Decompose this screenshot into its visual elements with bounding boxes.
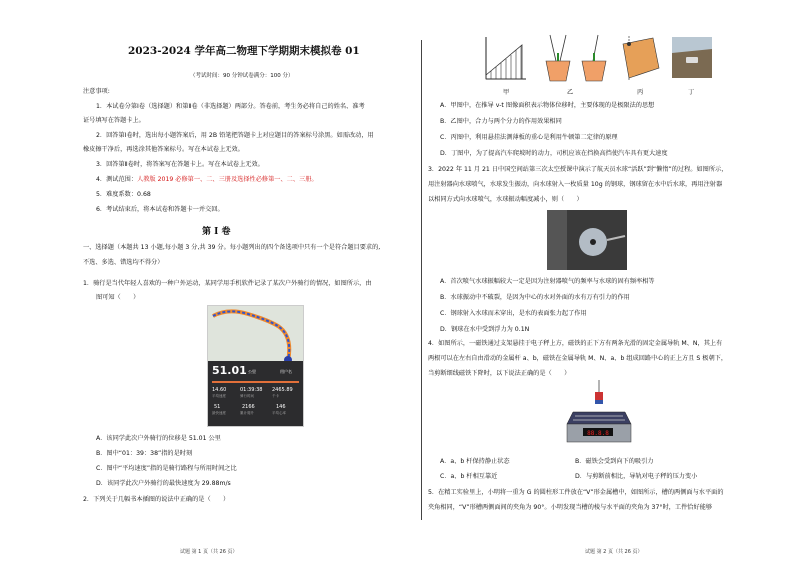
note-4	[96, 176, 318, 184]
part1-line2: 不选、多选、错选均不得分）	[83, 259, 164, 266]
section-title: 第 I 卷	[202, 227, 231, 237]
water-ball-graphic	[547, 210, 627, 270]
note-2a: 2．回答第Ⅰ卷时，选出每小题答案后，用 2B 铅笔把答题卡上对应题目的答案标号涂黑。如需改动，用	[96, 132, 374, 139]
figure-bing-hanging-plate	[615, 34, 663, 82]
car-photo	[672, 37, 712, 78]
note-3: 3．回答第Ⅱ卷时，将答案写在答题卡上。写在本试卷上无效。	[96, 161, 264, 168]
stat-ride-time: 01:39:38	[240, 387, 263, 393]
q3-stem-1: 3．2022 年 11 月 21 日中国空间站第三次太空授课中演示了航天员水球“活跃”到“懒惰”的过程。如图所示，	[428, 166, 728, 173]
note-4-prefix: 4．测试范围：	[96, 176, 138, 183]
page-title: 2023-2024 学年高二物理下学期期末模拟卷 01	[128, 45, 360, 57]
part1-line1: 一、选择题（本题共 13 小题,每小题 3 分,共 39 分。每小题列出的四个备选项中只有一个是符合题目要求的,	[83, 244, 381, 251]
figure-yi-force-pots	[538, 33, 610, 85]
figure-jia-vt-graph	[482, 35, 528, 83]
stat-heart-rate: 146	[276, 404, 286, 410]
note-1b: 证号填写在答题卡上。	[83, 117, 145, 124]
user-name: 用户名	[280, 369, 292, 374]
note-6: 6．考试结束后，将本试卷和答题卡一并交回。	[96, 206, 224, 213]
exam-subtitle: （考试时间：90 分钟试卷满分：100 分）	[190, 73, 294, 79]
figure-label-bing: 丙	[637, 89, 644, 96]
q1-stem-2: 图可知（ ）	[96, 294, 140, 301]
q3-stem-3: 以相同方式向水球喷气，水球振动幅度减小，则（ ）	[428, 196, 583, 203]
footer-left: 试题 第 1 页（共 26 页）	[180, 549, 238, 555]
figure-label-yi: 乙	[567, 89, 574, 96]
footer-right: 试题 第 2 页（共 26 页）	[585, 549, 643, 555]
q2-option-b: B．乙图中，合力与两个分力的作用效果相同	[440, 118, 562, 125]
note-1a: 1．本试卷分第Ⅰ卷（选择题）和第Ⅱ卷（非选择题）两部分。答卷前，考生务必将自己的姓名、准考	[96, 103, 365, 110]
q4-stem-2: 两根可以在左右自由滑动的金属杆 a、b，磁铁在金属导轨 M、N、a、b 组成回路中心的正上方且 S 极朝下，	[428, 355, 728, 362]
q1-option-c: C．图中“平均速度”指的是骑行路程与所用时间之比	[96, 465, 237, 472]
q2-option-c: C．丙图中，利用悬挂法测薄板的重心是利用牛顿第二定律的原理	[440, 134, 618, 141]
label-ride-time: 骑行时间	[240, 394, 254, 398]
q4-option-c: C．a、b 杆相互靠近	[440, 473, 498, 480]
q5-stem-2: 夹角相同，“V”形槽两侧面间的夹角为 90°。小明发现当槽的棱与水平面的夹角为 37°时，工件恰好能够	[428, 504, 713, 511]
q1-option-b: B．图中“01：39：38”指的是时刻	[96, 450, 193, 457]
electronic-scale-figure	[565, 378, 633, 448]
figure-label-ding: 丁	[688, 89, 695, 96]
q5-stem-1: 5．在精工实验里上，小明将一重为 G 的圆柱形工件放在“V”形金属槽中，如图所示，槽的两侧面与水平面的	[428, 489, 724, 496]
q2-stem: 2．下列关于几幅书本插图的说法中正确的是（ ）	[83, 496, 230, 503]
stat-avg-speed: 14.60	[212, 387, 227, 393]
q4-option-a: A．a、b 杆保持静止状态	[440, 458, 510, 465]
q4-option-b: B．磁铁会受到向下的吸引力	[575, 458, 654, 465]
stats-panel	[208, 361, 303, 426]
label-max-speed: 最快速度	[212, 411, 226, 415]
route-map	[208, 306, 303, 364]
label-climb: 累计爬升	[240, 411, 254, 415]
progress-line	[212, 381, 299, 383]
column-divider	[421, 40, 422, 520]
stat-climb: 2166	[242, 404, 255, 410]
q1-option-a: A．该同学此次户外骑行的位移是 51.01 公里	[96, 435, 221, 442]
q2-option-a: A．甲图中，在推导 v-t 图像面积表示物体位移时，主要体现的是极限法的思想	[440, 102, 655, 109]
q3-option-a: A．首次喷气水球振幅较大一定是因为注射器喷气的频率与水球的固有频率相等	[440, 278, 655, 285]
distance-unit: 公里	[248, 369, 256, 374]
cycling-app-image	[207, 305, 304, 427]
note-2b: 橡皮擦干净后，再选涂其他答案标号。写在本试卷上无效。	[83, 146, 244, 153]
label-kcal: 千卡	[272, 394, 279, 398]
q3-option-c: C．钢球射入水球而未穿出，是水的表面张力起了作用	[440, 310, 587, 317]
figure-label-jia: 甲	[503, 89, 510, 96]
note-4-scope: 人教版 2019 必修第一、二、三册及选择性必修第一、二、三册。	[137, 176, 318, 183]
q3-option-d: D．钢球在水中受到浮力为 0.1N	[440, 326, 530, 333]
q3-option-b: B．水球振动中不破裂，是因为中心的水对外面的水有万有引力的作用	[440, 294, 630, 301]
figure-ding-car-climbing	[672, 37, 712, 78]
stat-max-speed: 51	[214, 404, 221, 410]
q4-stem-3: 当剪断细线磁铁下降时，以下说法正确的是（ ）	[428, 370, 571, 377]
water-ball-photo	[547, 210, 627, 270]
note-5: 5．难度系数：0.68	[96, 191, 151, 198]
notes-heading: 注意事项:	[83, 88, 110, 95]
label-heart-rate: 平均心率	[272, 411, 286, 415]
q1-stem-1: 1．骑行是当代年轻人喜欢的一种户外运动，某同学用手机软件记录了某次户外骑行的情况，如图所示，由	[83, 280, 372, 287]
label-avg-speed: 平均速度	[212, 394, 226, 398]
q1-option-d: D．该同学此次户外骑行的最快速度为 29.88m/s	[96, 480, 231, 487]
q2-option-d: D．丁图中，为了提高汽车爬坡时的动力，司机应该在挡换高挡使汽车具有更大速度	[440, 150, 668, 157]
distance-value: 51.01	[212, 364, 247, 377]
q4-stem-1: 4．如图所示，一磁铁通过支架悬挂于电子秤上方，磁铁的正下方有两条光滑的固定金属导轨 M、N，其上有	[428, 340, 723, 347]
scale-display: 88.8.8	[587, 430, 609, 437]
q3-stem-2: 用注射器向水球喷气，水球发生振动，向水球射入一枚质量 10g 的钢球，钢球留在水中后水球，再用注射器	[428, 181, 723, 188]
stat-kcal: 2465.89	[272, 387, 293, 393]
q4-option-d: D．与剪断前相比，导轨对电子秤的压力变小	[575, 473, 698, 480]
